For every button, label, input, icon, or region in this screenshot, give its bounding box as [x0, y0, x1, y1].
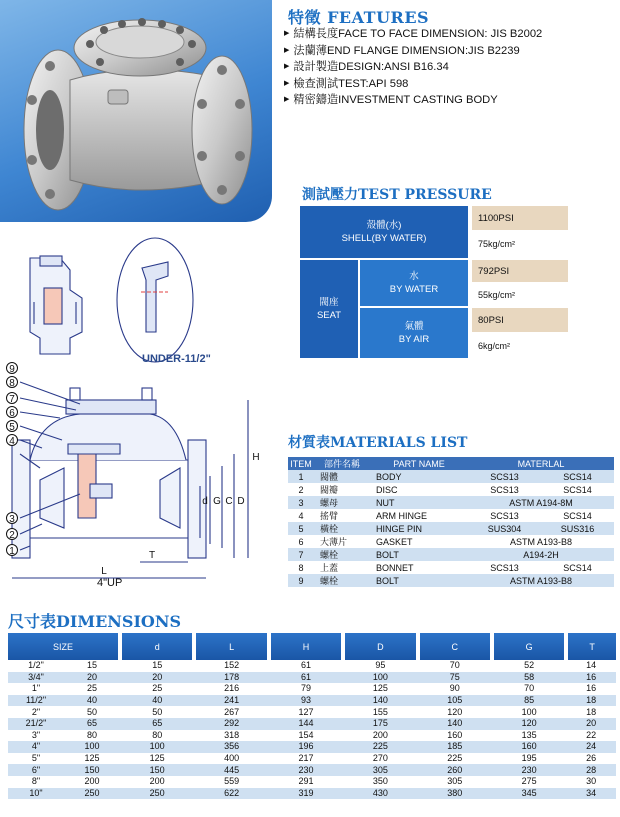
shell-label-cell [300, 206, 468, 258]
dim-header-size: SIZE [8, 633, 120, 660]
dim-label-d-inner: d [202, 496, 208, 507]
materials-row [288, 509, 614, 522]
features-title: 特徵 FEATURES [288, 8, 430, 27]
materials-item-number: 4 [288, 509, 314, 522]
dim-size-inch: 6" [8, 764, 64, 776]
materials-cn-name: 螺栓 [314, 548, 370, 561]
dim-g: 85 [492, 695, 566, 707]
materials-cn-name: 搖臂 [314, 509, 370, 522]
materials-part-name: ARM HINGE [370, 509, 468, 522]
materials-material-scs14: SCS14 [541, 483, 614, 496]
materials-header-material: MATERLAL [468, 457, 614, 470]
dim-size-mm: 150 [64, 764, 120, 776]
up-size-label: 4"UP [97, 577, 123, 589]
dim-label-h: H [252, 452, 260, 463]
materials-header-cn-name: 部件名稱 [314, 457, 370, 470]
test-pressure-table [300, 206, 568, 358]
feature-item: ▶ 法蘭薄END FLANGE DIMENSION:JIS B2239 [284, 43, 542, 60]
dim-g: 230 [492, 764, 566, 776]
dim-g: 195 [492, 753, 566, 765]
dim-size-mm: 20 [64, 672, 120, 684]
materials-item-number: 3 [288, 496, 314, 509]
callout-3: 3 [9, 514, 15, 525]
feature-item: ▶ 設計製造DESIGN:ANSI B16.34 [284, 59, 542, 76]
materials-row [288, 483, 614, 496]
dim-c: 140 [418, 718, 492, 730]
air-psi-cell: 80PSI [472, 308, 568, 332]
dim-l: 178 [194, 672, 268, 684]
dim-size-inch: 3" [8, 730, 64, 742]
materials-part-name: BOLT [370, 574, 468, 587]
features-list [284, 26, 542, 109]
materials-material-scs14: SCS14 [541, 470, 614, 483]
dim-d: 20 [120, 672, 194, 684]
air-en-label: BY AIR [398, 334, 430, 345]
materials-row [288, 522, 614, 535]
dim-d-outer: 100 [343, 672, 417, 684]
shell-kg-cell: 75kg/cm² [478, 239, 516, 249]
dimensions-row [8, 660, 616, 672]
test-pressure-title: 測試壓力TEST PRESSURE [302, 187, 492, 203]
dim-t: 34 [566, 788, 616, 800]
dim-size-inch: 11/2" [8, 695, 64, 707]
dim-d: 65 [120, 718, 194, 730]
materials-material-scs14: SUS316 [541, 522, 614, 535]
dim-h: 144 [269, 718, 343, 730]
materials-material-scs14: SCS14 [541, 561, 614, 574]
dim-label-c: C [225, 496, 233, 507]
dim-d: 125 [120, 753, 194, 765]
dim-l: 216 [194, 683, 268, 695]
dim-h: 196 [269, 741, 343, 753]
dim-c: 120 [418, 706, 492, 718]
materials-material-scs13: SUS304 [468, 522, 541, 535]
dim-t: 26 [566, 753, 616, 765]
dimensions-row [8, 764, 616, 776]
callout-8: 8 [9, 378, 15, 389]
dimensions-row [8, 788, 616, 800]
dim-c: 75 [418, 672, 492, 684]
materials-item-number: 6 [288, 535, 314, 548]
dim-d: 200 [120, 776, 194, 788]
materials-material-scs13: SCS13 [468, 509, 541, 522]
materials-material-scs14: SCS14 [541, 509, 614, 522]
dim-c: 160 [418, 730, 492, 742]
dim-d-outer: 95 [343, 660, 417, 672]
technical-drawing [0, 228, 285, 598]
materials-item-number: 5 [288, 522, 314, 535]
materials-part-name: BODY [370, 470, 468, 483]
dim-d: 15 [120, 660, 194, 672]
dim-c: 185 [418, 741, 492, 753]
callout-2: 2 [9, 530, 15, 541]
feature-item: ▶ 結構長度FACE TO FACE DIMENSION: JIS B2002 [284, 26, 542, 43]
dim-header-d: d [120, 633, 194, 660]
materials-header-item: ITEM [288, 457, 314, 470]
shell-psi-cell: 1100PSI [472, 206, 568, 230]
dim-size-inch: 1" [8, 683, 64, 695]
air-cn-label: 氣體 [404, 321, 424, 332]
materials-part-name: BOLT [370, 548, 468, 561]
materials-item-number: 1 [288, 470, 314, 483]
shell-cn-label: 殼體(水) [366, 220, 402, 231]
dim-t: 16 [566, 672, 616, 684]
dim-l: 267 [194, 706, 268, 718]
dim-d-outer: 225 [343, 741, 417, 753]
dim-c: 105 [418, 695, 492, 707]
dim-header-g: G [492, 633, 566, 660]
dim-d: 100 [120, 741, 194, 753]
dimensions-row [8, 730, 616, 742]
dimensions-row [8, 753, 616, 765]
materials-header-row [288, 457, 614, 470]
dimensions-row [8, 741, 616, 753]
dim-size-inch: 2" [8, 706, 64, 718]
materials-part-name: DISC [370, 483, 468, 496]
materials-material: ASTM A193-B8 [468, 535, 614, 548]
materials-title: 材質表MATERIALS LIST [288, 435, 468, 451]
dim-g: 160 [492, 741, 566, 753]
dim-header-d-outer: D [343, 633, 417, 660]
dim-d-outer: 125 [343, 683, 417, 695]
materials-material-scs13: SCS13 [468, 470, 541, 483]
callout-7: 7 [9, 394, 15, 405]
callout-5: 5 [9, 422, 15, 433]
seat-label-cell [300, 260, 358, 358]
callout-1: 1 [9, 546, 15, 557]
dim-l: 241 [194, 695, 268, 707]
dim-c: 260 [418, 764, 492, 776]
dim-t: 28 [566, 764, 616, 776]
callout-6: 6 [9, 408, 15, 419]
dim-l: 292 [194, 718, 268, 730]
dim-h: 61 [269, 672, 343, 684]
materials-cn-name: 橫栓 [314, 522, 370, 535]
dim-l: 445 [194, 764, 268, 776]
water-psi-cell: 792PSI [472, 260, 568, 282]
dim-size-inch: 4" [8, 741, 64, 753]
materials-material: A194-2H [468, 548, 614, 561]
dimensions-row [8, 683, 616, 695]
dim-c: 305 [418, 776, 492, 788]
dim-t: 14 [566, 660, 616, 672]
materials-row [288, 535, 614, 548]
dim-d: 40 [120, 695, 194, 707]
dimensions-row [8, 695, 616, 707]
dim-c: 225 [418, 753, 492, 765]
materials-item-number: 9 [288, 574, 314, 587]
dim-h: 93 [269, 695, 343, 707]
dimensions-table [8, 633, 616, 799]
dim-h: 319 [269, 788, 343, 800]
dim-header-t: T [566, 633, 616, 660]
dim-d-outer: 175 [343, 718, 417, 730]
materials-row [288, 470, 614, 483]
swing-check-valve-illustration [0, 0, 272, 222]
dim-size-inch: 1/2" [8, 660, 64, 672]
materials-material: ASTM A193-B8 [468, 574, 614, 587]
water-kg-cell: 55kg/cm² [478, 290, 516, 300]
dimensions-header-row [8, 633, 616, 660]
dim-d-outer: 305 [343, 764, 417, 776]
dim-d: 25 [120, 683, 194, 695]
dim-d: 50 [120, 706, 194, 718]
materials-material-scs13: SCS13 [468, 483, 541, 496]
dim-header-h: H [269, 633, 343, 660]
callout-9: 9 [9, 364, 15, 375]
materials-header-part-name: PART NAME [370, 457, 468, 470]
dim-h: 217 [269, 753, 343, 765]
dimensions-title: 尺寸表DIMENSIONS [8, 612, 182, 631]
seat-en-label: SEAT [316, 310, 342, 321]
dim-l: 318 [194, 730, 268, 742]
materials-table [288, 457, 614, 587]
dim-size-mm: 250 [64, 788, 120, 800]
by-air-label-cell [360, 308, 468, 358]
dim-size-mm: 200 [64, 776, 120, 788]
dim-h: 61 [269, 660, 343, 672]
materials-cn-name: 螺栓 [314, 574, 370, 587]
materials-item-number: 2 [288, 483, 314, 496]
dim-h: 154 [269, 730, 343, 742]
dimensions-row [8, 672, 616, 684]
dimensions-row [8, 706, 616, 718]
dim-c: 70 [418, 660, 492, 672]
dim-h: 79 [269, 683, 343, 695]
dim-size-inch: 8" [8, 776, 64, 788]
dim-d-outer: 200 [343, 730, 417, 742]
dim-l: 559 [194, 776, 268, 788]
dim-size-mm: 100 [64, 741, 120, 753]
dim-size-mm: 40 [64, 695, 120, 707]
dim-size-inch: 5" [8, 753, 64, 765]
dim-t: 18 [566, 695, 616, 707]
by-water-label-cell [360, 260, 468, 306]
dim-l: 152 [194, 660, 268, 672]
dim-d-outer: 430 [343, 788, 417, 800]
dim-t: 18 [566, 706, 616, 718]
air-kg-cell: 6kg/cm² [478, 341, 511, 351]
materials-row [288, 574, 614, 587]
dim-d-outer: 155 [343, 706, 417, 718]
materials-material-scs13: SCS13 [468, 561, 541, 574]
dim-d-outer: 140 [343, 695, 417, 707]
materials-part-name: GASKET [370, 535, 468, 548]
materials-part-name: HINGE PIN [370, 522, 468, 535]
dim-size-mm: 25 [64, 683, 120, 695]
materials-material: ASTM A194-8M [468, 496, 614, 509]
dim-d-outer: 350 [343, 776, 417, 788]
dim-size-mm: 65 [64, 718, 120, 730]
dim-size-mm: 15 [64, 660, 120, 672]
dim-d: 150 [120, 764, 194, 776]
dim-g: 135 [492, 730, 566, 742]
dim-size-inch: 10" [8, 788, 64, 800]
materials-item-number: 7 [288, 548, 314, 561]
dim-g: 70 [492, 683, 566, 695]
water-en-label: BY WATER [389, 284, 439, 295]
dim-d: 250 [120, 788, 194, 800]
dim-t: 20 [566, 718, 616, 730]
dim-size-mm: 50 [64, 706, 120, 718]
dim-l: 622 [194, 788, 268, 800]
dim-label-g: G [213, 496, 221, 507]
dim-h: 230 [269, 764, 343, 776]
materials-part-name: BONNET [370, 561, 468, 574]
dim-l: 356 [194, 741, 268, 753]
product-photo [0, 0, 272, 222]
materials-row [288, 561, 614, 574]
dim-d-outer: 270 [343, 753, 417, 765]
dim-label-t: T [148, 550, 156, 561]
dimensions-row [8, 718, 616, 730]
dim-g: 120 [492, 718, 566, 730]
seat-cn-label: 閥座 [319, 297, 339, 308]
materials-row [288, 548, 614, 561]
callout-4: 4 [9, 436, 15, 447]
materials-cn-name: 閥體 [314, 470, 370, 483]
dim-t: 24 [566, 741, 616, 753]
dim-label-d-outer: D [237, 496, 245, 507]
materials-cn-name: 大薄片 [314, 535, 370, 548]
dim-c: 380 [418, 788, 492, 800]
water-cn-label: 水 [409, 271, 419, 282]
materials-row [288, 496, 614, 509]
dim-g: 275 [492, 776, 566, 788]
dimensions-row [8, 776, 616, 788]
dim-size-inch: 21/2" [8, 718, 64, 730]
feature-item: ▶ 精密鑄造INVESTMENT CASTING BODY [284, 92, 542, 109]
materials-cn-name: 閥瓣 [314, 483, 370, 496]
under-size-label: UNDER-11/2" [142, 353, 211, 365]
feature-item: ▶ 檢查測試TEST:API 598 [284, 76, 542, 93]
dim-h: 127 [269, 706, 343, 718]
dim-h: 291 [269, 776, 343, 788]
dim-t: 30 [566, 776, 616, 788]
shell-en-label: SHELL(BY WATER) [341, 233, 427, 244]
dim-d: 80 [120, 730, 194, 742]
dim-g: 100 [492, 706, 566, 718]
materials-cn-name: 螺母 [314, 496, 370, 509]
dim-g: 58 [492, 672, 566, 684]
materials-item-number: 8 [288, 561, 314, 574]
dim-g: 52 [492, 660, 566, 672]
dim-c: 90 [418, 683, 492, 695]
dim-l: 400 [194, 753, 268, 765]
materials-cn-name: 上蓋 [314, 561, 370, 574]
dim-t: 22 [566, 730, 616, 742]
dim-t: 16 [566, 683, 616, 695]
dim-header-c: C [418, 633, 492, 660]
dim-size-mm: 125 [64, 753, 120, 765]
dim-label-l: L [101, 566, 107, 577]
dim-size-mm: 80 [64, 730, 120, 742]
dim-size-inch: 3/4" [8, 672, 64, 684]
dim-g: 345 [492, 788, 566, 800]
dim-header-l: L [194, 633, 268, 660]
materials-part-name: NUT [370, 496, 468, 509]
